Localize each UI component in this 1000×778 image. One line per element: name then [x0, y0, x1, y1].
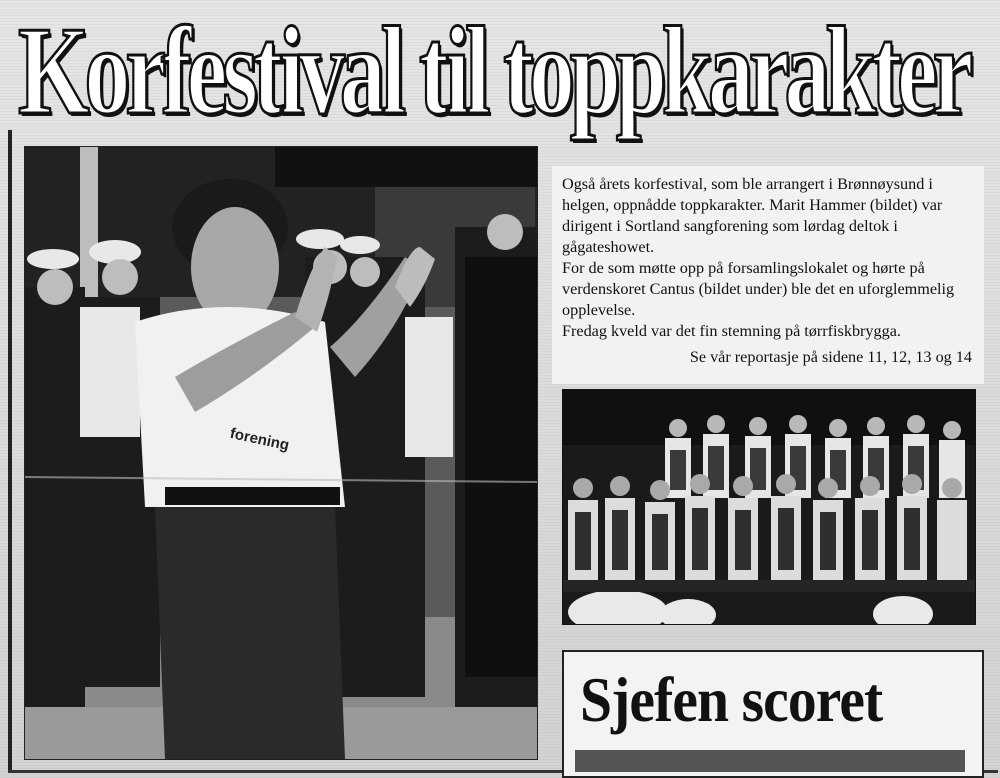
- article-paragraph-3: Fredag kveld var det fin stemning på tørrfiskbrygga.: [562, 322, 901, 340]
- page-border-left: [8, 130, 12, 770]
- page-reference: Se vår reportasje på sidene 11, 12, 13 og 14: [689, 348, 972, 366]
- next-article-photo-strip: [575, 750, 965, 772]
- article-paragraph-2: For de som møtte opp på forsamlingslokalet og hørte på verdenskoret Cantus (bildet under) ble det en uforglemmelig opplevelse.: [562, 259, 955, 319]
- article-paragraph-1: Også årets korfestival, som ble arrangert i Brønnøysund i helgen, oppnådde toppkarakter. Marit Hammer (bildet) var dirigent i Sortland sangforening som lørdag deltok i gågateshowet.: [562, 175, 943, 256]
- article-text: [562, 174, 982, 368]
- next-article-headline: Sjefen scoret: [580, 664, 883, 735]
- shirt-text: forening: [228, 424, 291, 455]
- photo-choir-cantus: [562, 389, 976, 625]
- headline: Korfestival til toppkarakter: [18, 2, 969, 141]
- photo-conductor: [24, 146, 538, 760]
